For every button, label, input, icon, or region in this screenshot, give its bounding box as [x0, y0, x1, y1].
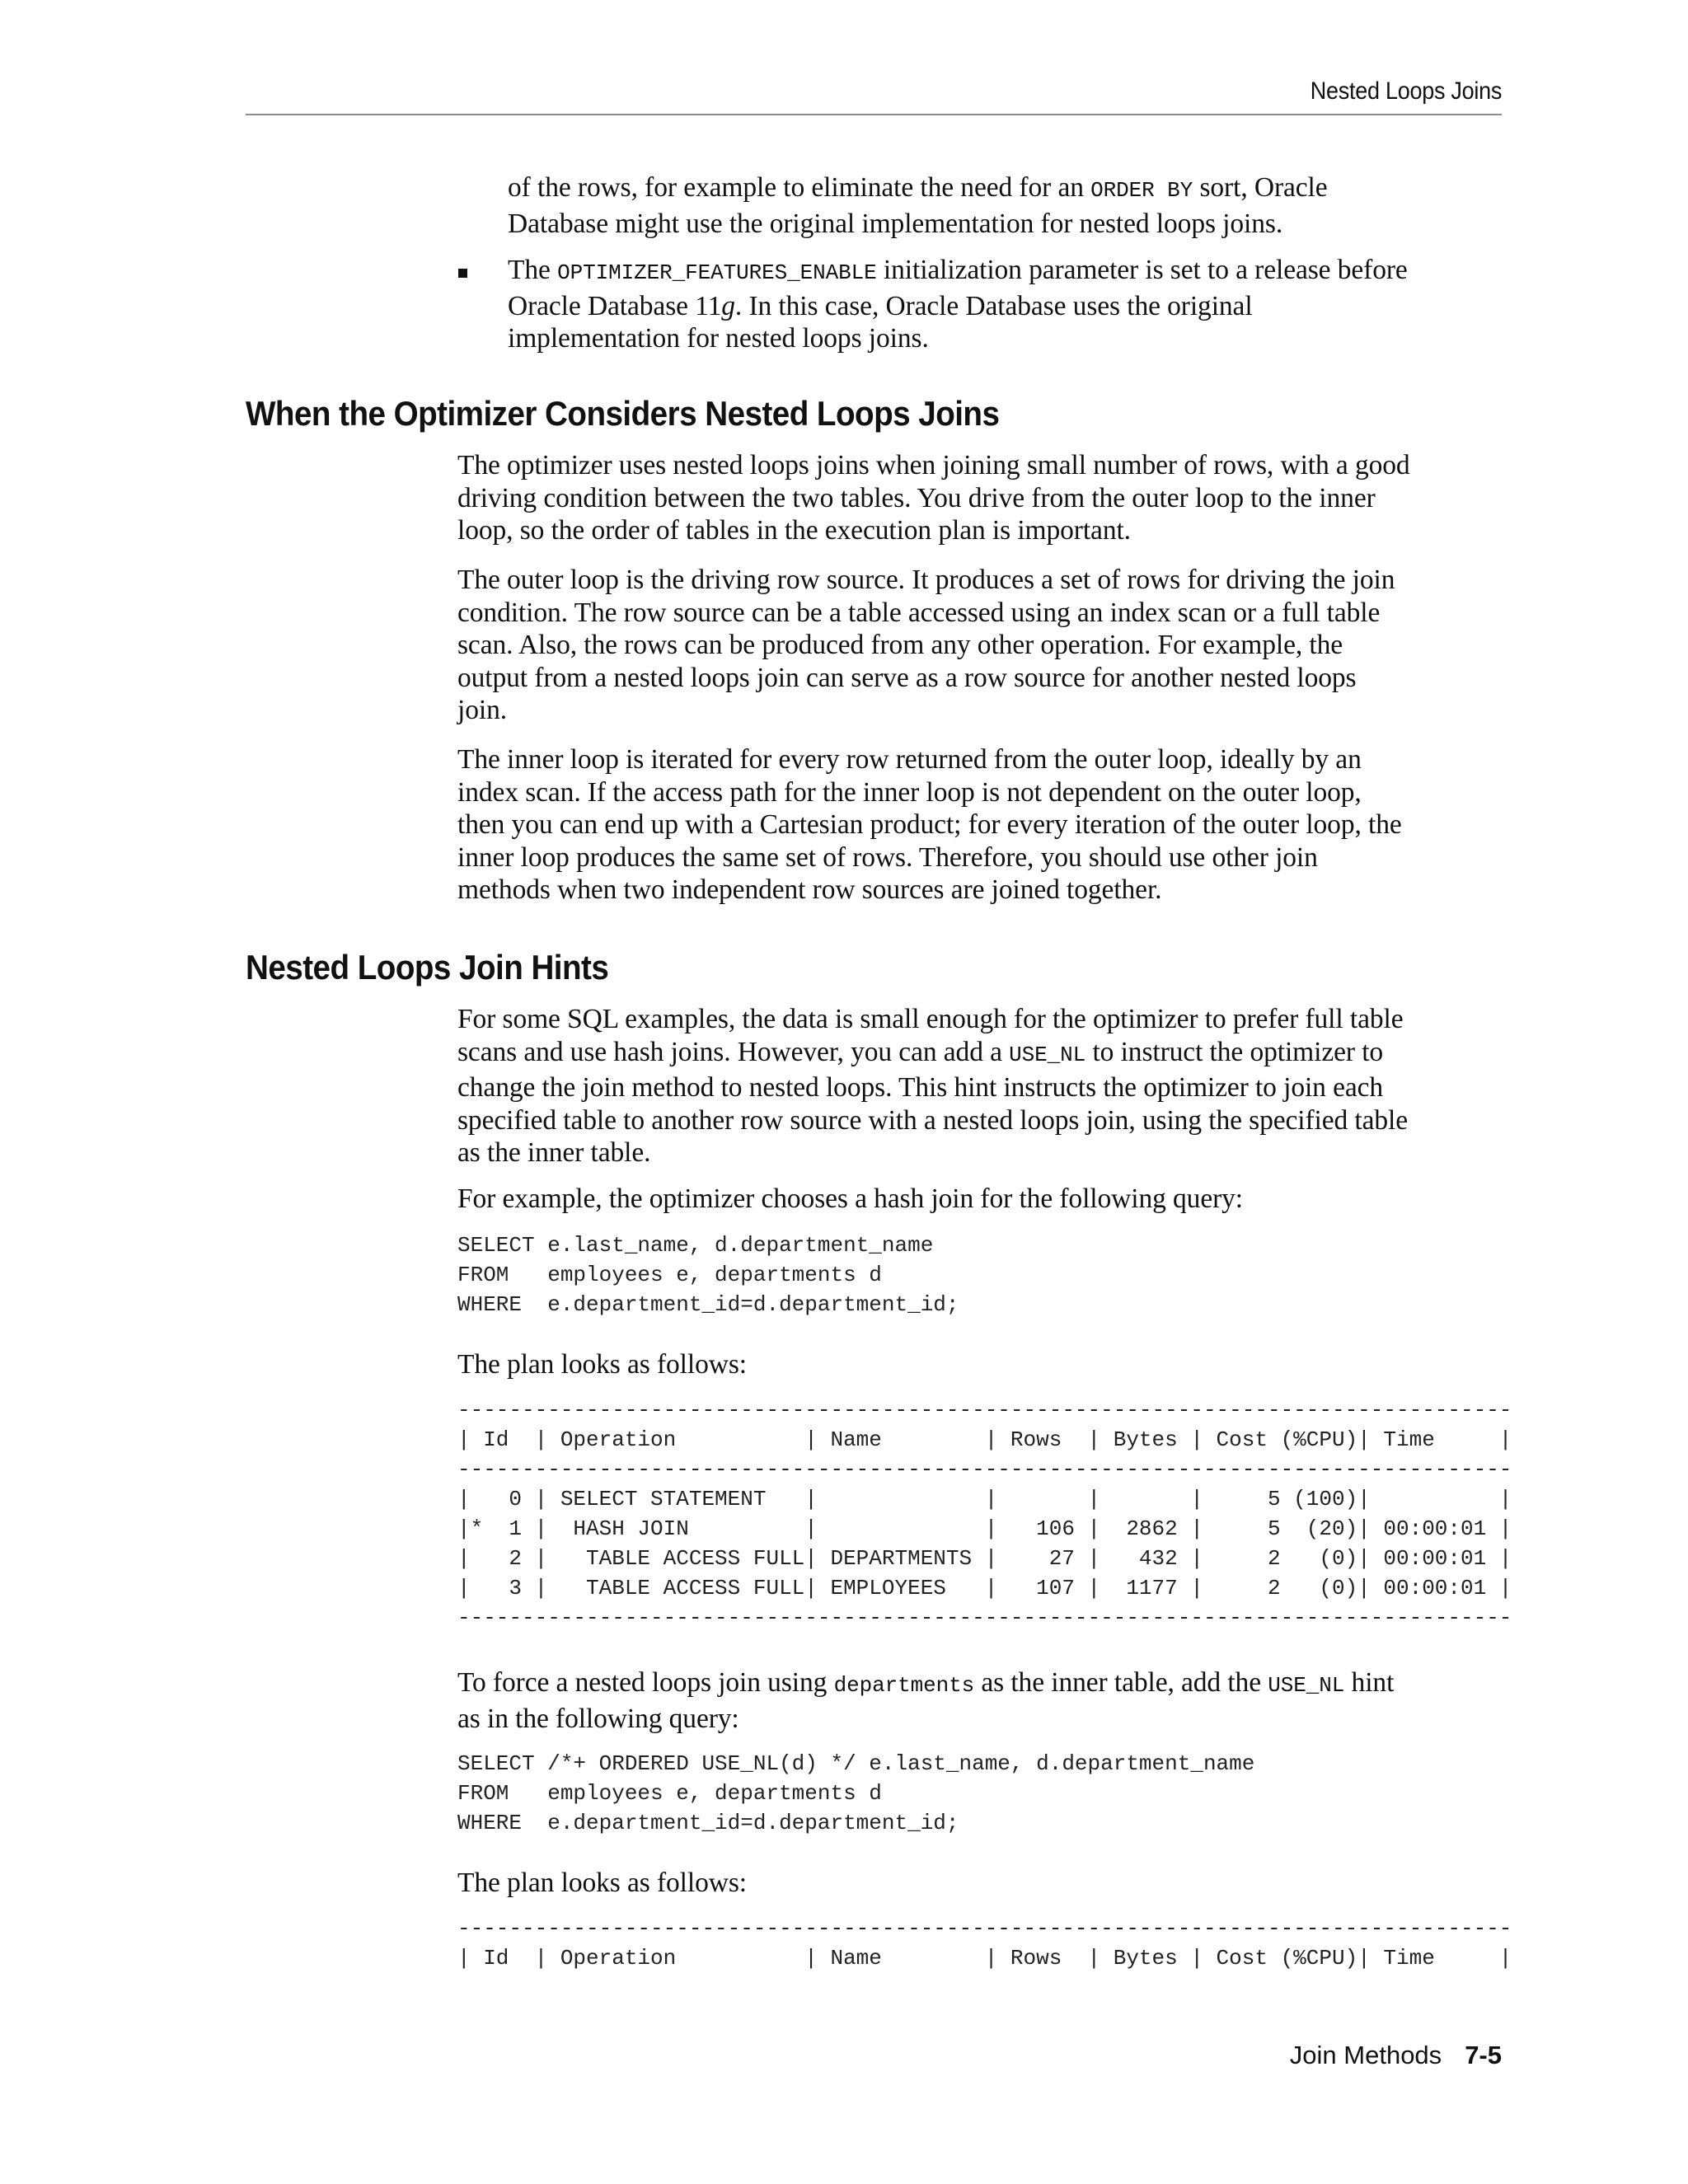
- page-header: [246, 73, 1502, 115]
- text-run: scans and use hash joins. However, you can add a: [457, 1036, 1010, 1067]
- page-number: 7-5: [1465, 2041, 1502, 2069]
- text-line: then you can end up with a Cartesian product; for every iteration of the outer loop, the: [457, 809, 1402, 840]
- inline-code: departments: [833, 1673, 975, 1698]
- text-run: sort, Oracle: [1193, 172, 1328, 203]
- text-line: driving condition between the two tables. You drive from the outer loop to the inner: [457, 482, 1376, 513]
- inline-code: USE_NL: [1268, 1673, 1345, 1698]
- text-line: [457, 1666, 1508, 1703]
- inline-code: OPTIMIZER_FEATURES_ENABLE: [557, 260, 877, 285]
- text-line: For some SQL examples, the data is small enough for the optimizer to prefer full table: [457, 1004, 1404, 1034]
- intro-continuation: [508, 171, 1508, 240]
- italic-text: g: [721, 290, 735, 321]
- text-line: change the join method to nested loops. This hint instructs the optimizer to join each: [457, 1072, 1384, 1103]
- text-line: The optimizer uses nested loops joins when joining small number of rows, with a good: [457, 450, 1410, 480]
- section1-para3: [457, 743, 1508, 907]
- section1-para2: [457, 564, 1508, 727]
- bullet-line3: implementation for nested loops joins.: [508, 323, 929, 354]
- plan-intro: The plan looks as follows:: [457, 1349, 747, 1380]
- text-line: condition. The row source can be a table accessed using an index scan or a full table: [457, 597, 1381, 628]
- text-line: specified table to another row source with a nested loops join, using the specified table: [457, 1104, 1409, 1136]
- section-heading: Nested Loops Join Hints: [246, 948, 609, 987]
- text-run: hint: [1344, 1667, 1395, 1698]
- page-footer: [1290, 2041, 1502, 2070]
- text-line: index scan. If the access path for the inner loop is not dependent on the outer loop,: [457, 776, 1362, 808]
- plan-intro: The plan looks as follows:: [457, 1868, 747, 1898]
- text-line: The inner loop is iterated for every row returned from the outer loop, ideally by an: [457, 744, 1362, 775]
- bullet-marker: [458, 269, 467, 278]
- text-line: The outer loop is the driving row source. It produces a set of rows for driving the join: [457, 565, 1395, 595]
- section-heading: When the Optimizer Considers Nested Loops Joins: [246, 394, 1000, 433]
- text-run: . In this case, Oracle Database uses the original: [734, 290, 1253, 321]
- inline-code: ORDER BY: [1090, 178, 1193, 203]
- text-line: join.: [457, 695, 507, 725]
- section1-para1: [457, 449, 1508, 547]
- bullet-line1: [508, 254, 1508, 290]
- section2-para2: For example, the optimizer chooses a hash join for the following query:: [457, 1183, 1243, 1214]
- text-line: methods when two independent row sources are joined together.: [457, 874, 1162, 905]
- text-line: output from a nested loops join can serve as a row source for another nested loops: [457, 662, 1357, 693]
- text-line: loop, so the order of tables in the execution plan is important.: [457, 515, 1131, 546]
- text-run: Oracle Database 11: [508, 290, 722, 321]
- sql-query-block: SELECT /*+ ORDERED USE_NL(d) */ e.last_name, d.department_name FROM employees e, departments d WHERE e.department_id=d.department_id;: [457, 1751, 1255, 1835]
- intro-continuation-line2: Database might use the original implementation for nested loops joins.: [508, 208, 1283, 239]
- text-run: initialization parameter is set to a release before: [876, 255, 1408, 285]
- text-line: as the inner table.: [457, 1137, 651, 1168]
- text-line: inner loop produces the same set of rows. Therefore, you should use other join: [457, 841, 1318, 873]
- text-run: of the rows, for example to eliminate the need for an: [508, 172, 1091, 203]
- section2-para1: [457, 1003, 1508, 1169]
- bullet-line2: [508, 290, 1508, 323]
- sql-query-block: SELECT e.last_name, d.department_name FROM employees e, departments d WHERE e.department_id=d.department_id;: [457, 1233, 959, 1317]
- execution-plan-table: ---------------------------------------------------------------------------------- | Id | Operation | Name | Rows | Bytes | Cost (%CPU)| Time |: [457, 1916, 1512, 1971]
- bullet-item: [508, 254, 1508, 355]
- text-run: as the inner table, add the: [974, 1667, 1268, 1698]
- text-line: [457, 1036, 1508, 1072]
- running-head: Nested Loops Joins: [1310, 77, 1502, 105]
- execution-plan-table: ---------------------------------------------------------------------------------- | Id | Operation | Name | Rows | Bytes | Cost (%CPU)| Time | ---------------------------------------------------------------------------------- | 0 | SELECT STATEMENT | | | | 5 (100)| | |* 1 | HASH JOIN | | 106 | 2862 | 5 (20)| 00:00:01 | | 2 | TABLE ACCESS FULL| DEPARTMENTS | 27 | 432 | 2 (0)| 00:00:01 | | 3 | TABLE ACCESS FULL| EMPLOYEES | 107 | 1177 | 2 (0)| 00:00:01 | ----------------------------------------------------------------------------------: [457, 1398, 1512, 1630]
- text-line: as in the following query:: [457, 1703, 739, 1734]
- inline-code: USE_NL: [1009, 1042, 1086, 1067]
- force-paragraph: [457, 1666, 1508, 1735]
- text-line: scan. Also, the rows can be produced from any other operation. For example, the: [457, 630, 1343, 660]
- intro-continuation-line1: [508, 171, 1508, 208]
- text-run: To force a nested loops join using: [457, 1667, 834, 1698]
- text-run: The: [508, 255, 558, 285]
- chapter-title: Join Methods: [1289, 2041, 1442, 2069]
- text-run: to instruct the optimizer to: [1085, 1036, 1384, 1067]
